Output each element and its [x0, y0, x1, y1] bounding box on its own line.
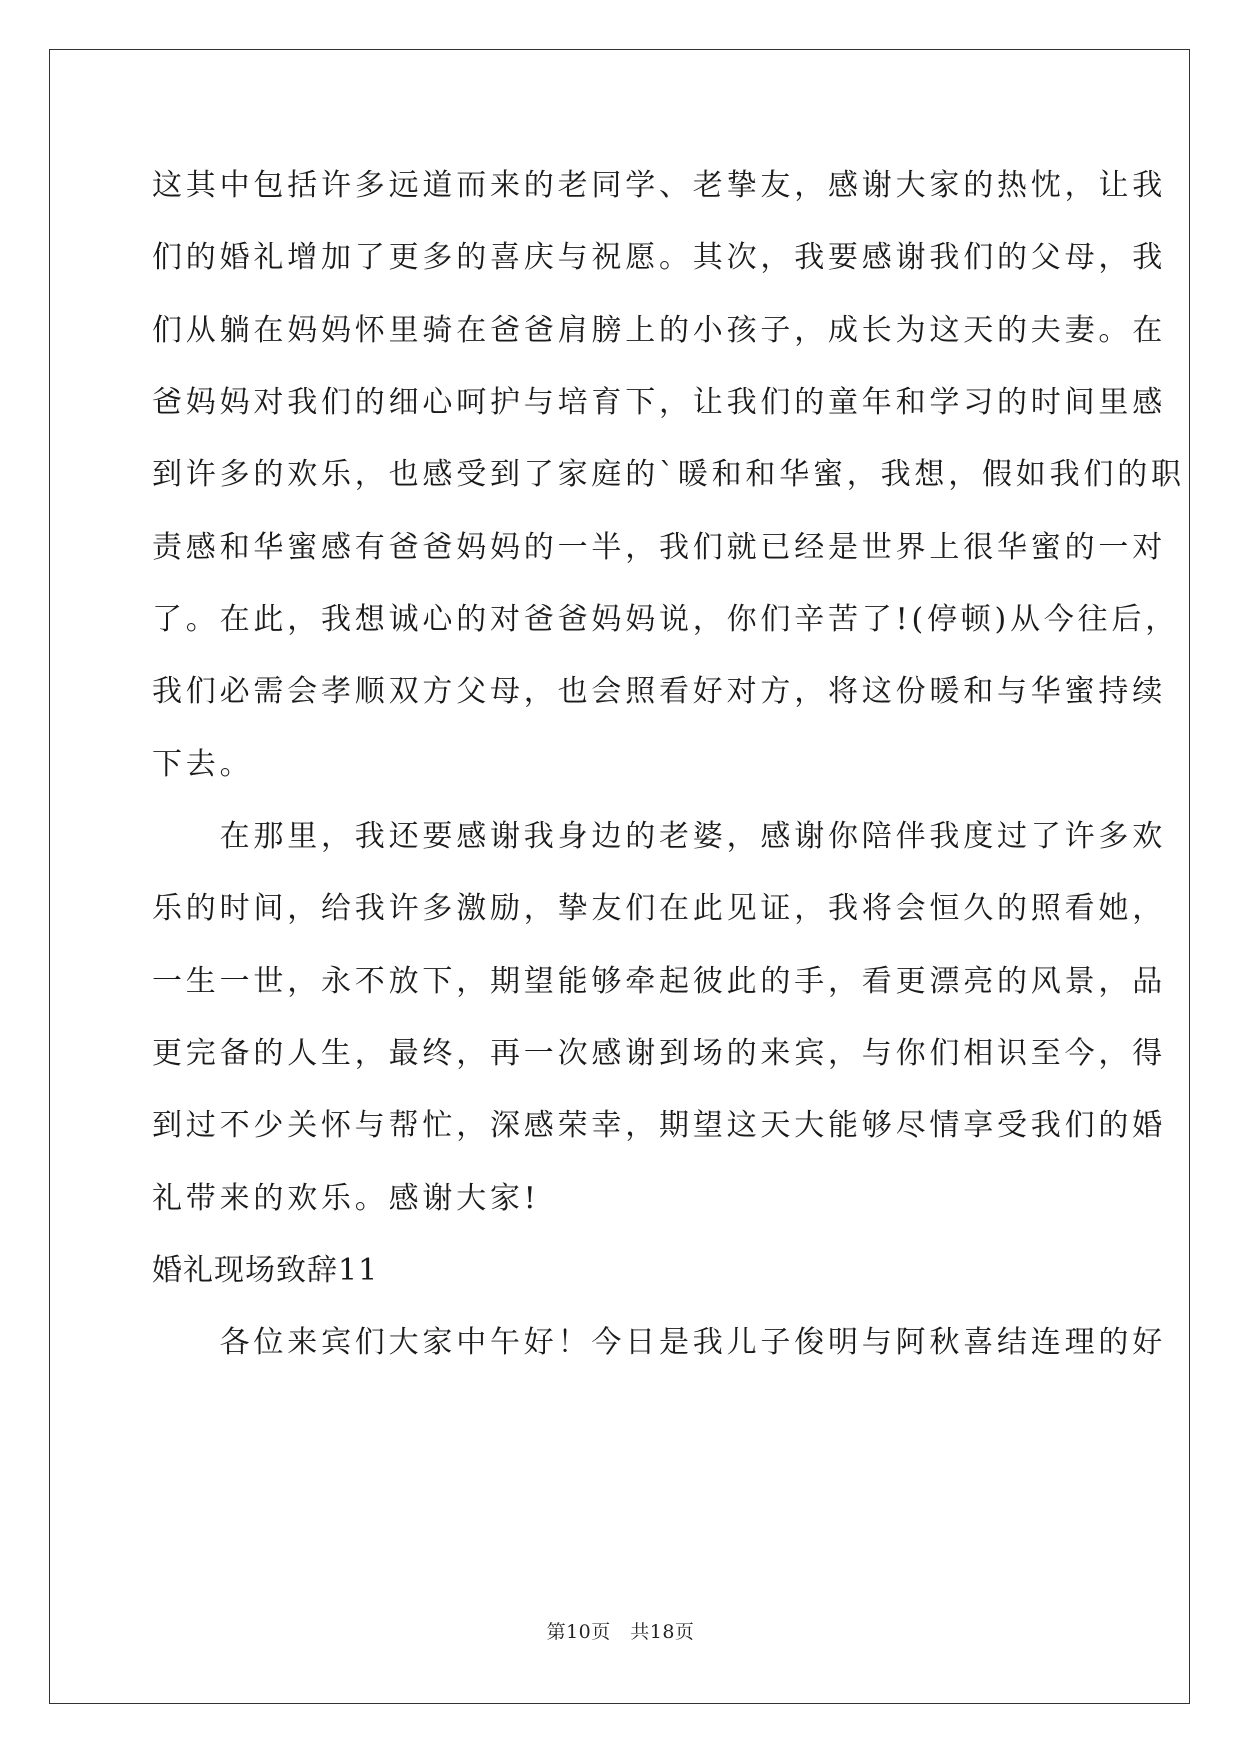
text-line: 礼带来的欢乐。感谢大家!: [152, 1181, 540, 1216]
section-heading: 婚礼现场致辞11: [152, 1253, 379, 1288]
text-line: 我们必需会孝顺双方父母，也会照看好对方，将这份暖和与华蜜持续: [152, 674, 1166, 709]
text-line: 下去。: [152, 747, 254, 782]
text-line: 了。在此，我想诚心的对爸爸妈妈说，你们辛苦了!(停顿)从今往后，: [152, 602, 1180, 637]
text-line: 在那里，我还要感谢我身边的老婆，感谢你陪伴我度过了许多欢: [152, 819, 1166, 854]
text-line: 更完备的人生，最终，再一次感谢到场的来宾，与你们相识至今，得: [152, 1036, 1166, 1071]
page-border: [49, 49, 1190, 1704]
text-line: 一生一世，永不放下，期望能够牵起彼此的手，看更漂亮的风景，品: [152, 964, 1166, 999]
text-line: 到许多的欢乐，也感受到了家庭的`暖和和华蜜，我想，假如我们的职: [152, 457, 1185, 492]
text-line: 们从躺在妈妈怀里骑在爸爸肩膀上的小孩子，成长为这天的夫妻。在: [152, 313, 1166, 348]
text-line: 到过不少关怀与帮忙，深感荣幸，期望这天大能够尽情享受我们的婚: [152, 1108, 1166, 1143]
text-line: 各位来宾们大家中午好！今日是我儿子俊明与阿秋喜结连理的好: [152, 1325, 1166, 1360]
page-number: 第10页 共18页: [546, 1621, 695, 1643]
text-line: 责感和华蜜感有爸爸妈妈的一半，我们就已经是世界上很华蜜的一对: [152, 530, 1166, 565]
text-line: 乐的时间，给我许多激励，挚友们在此见证，我将会恒久的照看她，: [152, 891, 1166, 926]
text-line: 们的婚礼增加了更多的喜庆与祝愿。其次，我要感谢我们的父母，我: [152, 240, 1166, 275]
text-line: 爸妈妈对我们的细心呵护与培育下，让我们的童年和学习的时间里感: [152, 385, 1166, 420]
text-line: 这其中包括许多远道而来的老同学、老挚友，感谢大家的热忱，让我: [152, 168, 1166, 203]
